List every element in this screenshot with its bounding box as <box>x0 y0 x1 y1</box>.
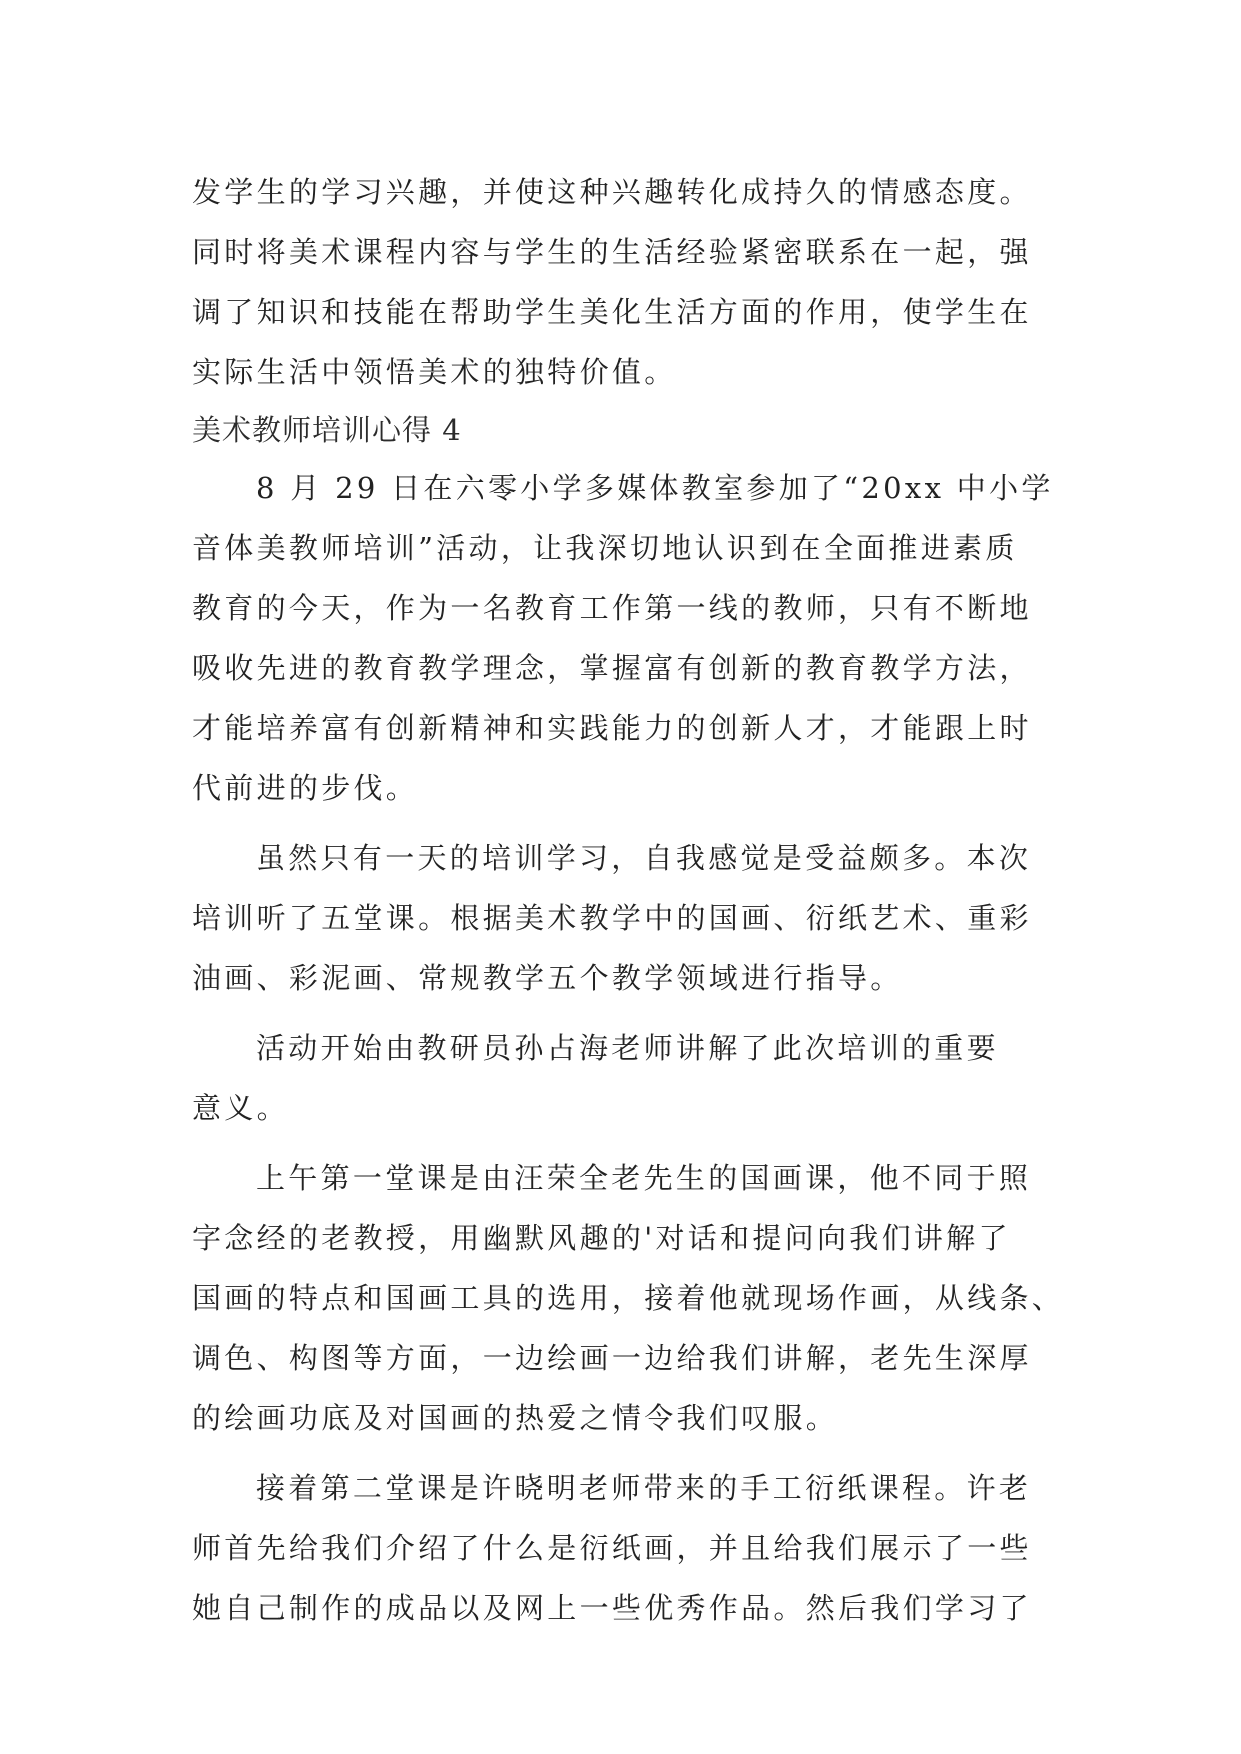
paragraph <box>192 1018 1058 1138</box>
text-line: 8 月 29 日在六零小学多媒体教室参加了“20xx 中小学 <box>256 471 1054 505</box>
text-line: 师首先给我们介绍了什么是衍纸画，并且给我们展示了一些 <box>192 1531 1032 1565</box>
text-line: 代前进的步伐。 <box>192 771 419 805</box>
text-line: 实际生活中领悟美术的独特价值。 <box>192 355 677 389</box>
paragraph-continued <box>192 162 1058 402</box>
text-line: 教育的今天，作为一名教育工作第一线的教师，只有不断地 <box>192 591 1032 625</box>
paragraph <box>192 828 1058 1008</box>
text-line: 接着第二堂课是许晓明老师带来的手工衍纸课程。许老 <box>256 1471 1032 1505</box>
text-line: 上午第一堂课是由汪荣全老先生的国画课，他不同于照 <box>256 1161 1032 1195</box>
text-line: 培训听了五堂课。根据美术教学中的国画、衍纸艺术、重彩 <box>192 901 1032 935</box>
text-line: 的绘画功底及对国画的热爱之情令我们叹服。 <box>192 1401 839 1435</box>
text-line: 同时将美术课程内容与学生的生活经验紧密联系在一起，强 <box>192 235 1032 269</box>
text-line: 才能培养富有创新精神和实践能力的创新人才，才能跟上时 <box>192 711 1032 745</box>
text-line: 字念经的老教授，用幽默风趣的'对话和提问向我们讲解了 <box>192 1221 1011 1255</box>
text-line: 吸收先进的教育教学理念，掌握富有创新的教育教学方法， <box>192 651 1032 685</box>
paragraph <box>192 458 1058 818</box>
section-title: 美术教师培训心得 4 <box>192 413 462 447</box>
text-line: 她自己制作的成品以及网上一些优秀作品。然后我们学习了 <box>192 1591 1032 1625</box>
text-line: 调了知识和技能在帮助学生美化生活方面的作用，使学生在 <box>192 295 1032 329</box>
text-line: 活动开始由教研员孙占海老师讲解了此次培训的重要 <box>256 1031 999 1065</box>
paragraph <box>192 1148 1065 1448</box>
text-line: 音体美教师培训”活动，让我深切地认识到在全面推进素质 <box>192 531 1018 565</box>
text-line: 虽然只有一天的培训学习，自我感觉是受益颇多。本次 <box>256 841 1032 875</box>
text-line: 油画、彩泥画、常规教学五个教学领域进行指导。 <box>192 961 903 995</box>
document-body <box>192 162 1065 1638</box>
text-line: 意义。 <box>192 1091 289 1125</box>
text-line: 发学生的学习兴趣，并使这种兴趣转化成持久的情感态度。 <box>192 175 1032 209</box>
text-line: 调色、构图等方面，一边绘画一边给我们讲解，老先生深厚 <box>192 1341 1032 1375</box>
paragraph <box>192 1458 1058 1638</box>
text-line: 国画的特点和国画工具的选用，接着他就现场作画，从线条、 <box>192 1281 1065 1315</box>
